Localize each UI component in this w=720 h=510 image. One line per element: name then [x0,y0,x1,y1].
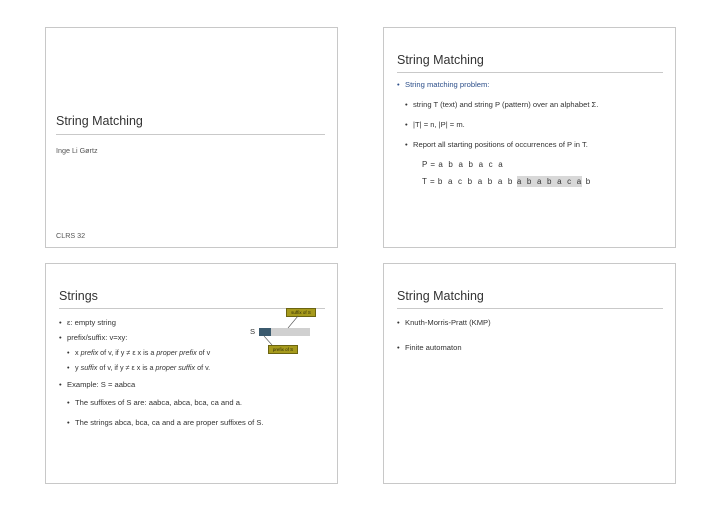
prefix-def-a: x [75,348,81,357]
bullet-empty-string-text: ε: empty string [67,318,116,327]
bullet-prefix-suffix: • prefix/suffix: v=xy: [59,333,128,342]
suffix-tag: suffix of S [286,308,316,317]
suffix-def-end: of v. [195,363,211,372]
bullet-problem: • String matching problem: [397,80,490,89]
prefix-def-proper: proper prefix [156,348,197,357]
suffix-def-proper: proper suffix [155,363,196,372]
prefix-tag: prefix of S [268,345,298,354]
bullet-proper-suffixes: • The strings abca, bca, ca and a are proper suffixes of S. [67,418,264,427]
bullet-prefix-suffix-text: prefix/suffix: v=xy: [67,333,128,342]
pattern-line [422,160,504,169]
suffix-def-a: y [75,363,81,372]
bullet-lengths-text: |T| = n, |P| = m. [413,120,465,129]
slide-string-matching-problem [383,27,676,248]
heading-rule [397,72,663,73]
slide-heading: String Matching [397,53,484,67]
suffix-def-term: suffix [80,363,98,372]
bullet-report: • Report all starting positions of occurrences of P in T. [405,140,588,149]
bullet-lengths: • |T| = n, |P| = m. [405,120,465,129]
bullet-text-pattern-text: string T (text) and string P (pattern) over an alphabet Σ. [413,100,599,109]
bullet-empty-string: • ε: empty string [59,318,116,327]
pattern-label: P = [422,160,436,169]
bullet-text-pattern: • string T (text) and string P (pattern) over an alphabet Σ. [405,100,599,109]
slide-algorithms [383,263,676,484]
bullet-automaton-text: Finite automaton [405,343,462,352]
diagram-s-label: S [250,327,256,336]
prefix-def-mid: of v, if y ≠ ε x is a [98,348,157,357]
text-match-highlight: a b a b a c a [516,177,583,186]
author: Inge Li Gørtz [56,146,98,155]
suffix-leader-line [288,316,298,328]
text-label: T = [422,177,435,186]
title-rule [56,134,325,135]
bullet-kmp: • Knuth-Morris-Pratt (KMP) [397,318,491,327]
bullet-kmp-text: Knuth-Morris-Pratt (KMP) [405,318,491,327]
bullet-suffixes-text: The suffixes of S are: aabca, abca, bca, ca and a. [75,398,243,407]
bullet-suffixes: • The suffixes of S are: aabca, abca, bca, ca and a. [67,398,243,407]
suffix-def-mid: of v, if y ≠ ε x is a [97,363,156,372]
text-prefix: b a c b a b a b [437,177,514,186]
slide-title-heading: String Matching [56,114,143,128]
text-suffix: b [585,177,591,186]
bullet-example-text: Example: S = aabca [67,380,136,389]
slide-title [45,27,338,248]
prefix-leader-line [264,336,272,345]
text-line [422,177,590,186]
bullet-automaton: • Finite automaton [397,343,462,352]
slide-heading: String Matching [397,289,484,303]
bullet-suffix-def: • y suffix of v, if y ≠ ε x is a proper suffix of v. [67,363,211,372]
bullet-proper-suffixes-text: The strings abca, bca, ca and a are proper suffixes of S. [75,418,264,427]
footer-reference: CLRS 32 [56,231,86,240]
pattern-value: a b a b a c a [438,160,504,169]
bullet-report-text: Report all starting positions of occurrences of P in T. [413,140,588,149]
heading-rule [397,308,663,309]
prefix-def-end: of v [196,348,211,357]
diagram-leader-lines [258,314,318,348]
bullet-example: • Example: S = aabca [59,380,136,389]
prefix-def-term: prefix [80,348,99,357]
slide-strings [45,263,338,484]
slide-heading: Strings [59,289,98,303]
bullet-problem-text: String matching problem: [405,80,490,89]
bullet-prefix-def: • x prefix of v, if y ≠ ε x is a proper prefix of v [67,348,211,357]
